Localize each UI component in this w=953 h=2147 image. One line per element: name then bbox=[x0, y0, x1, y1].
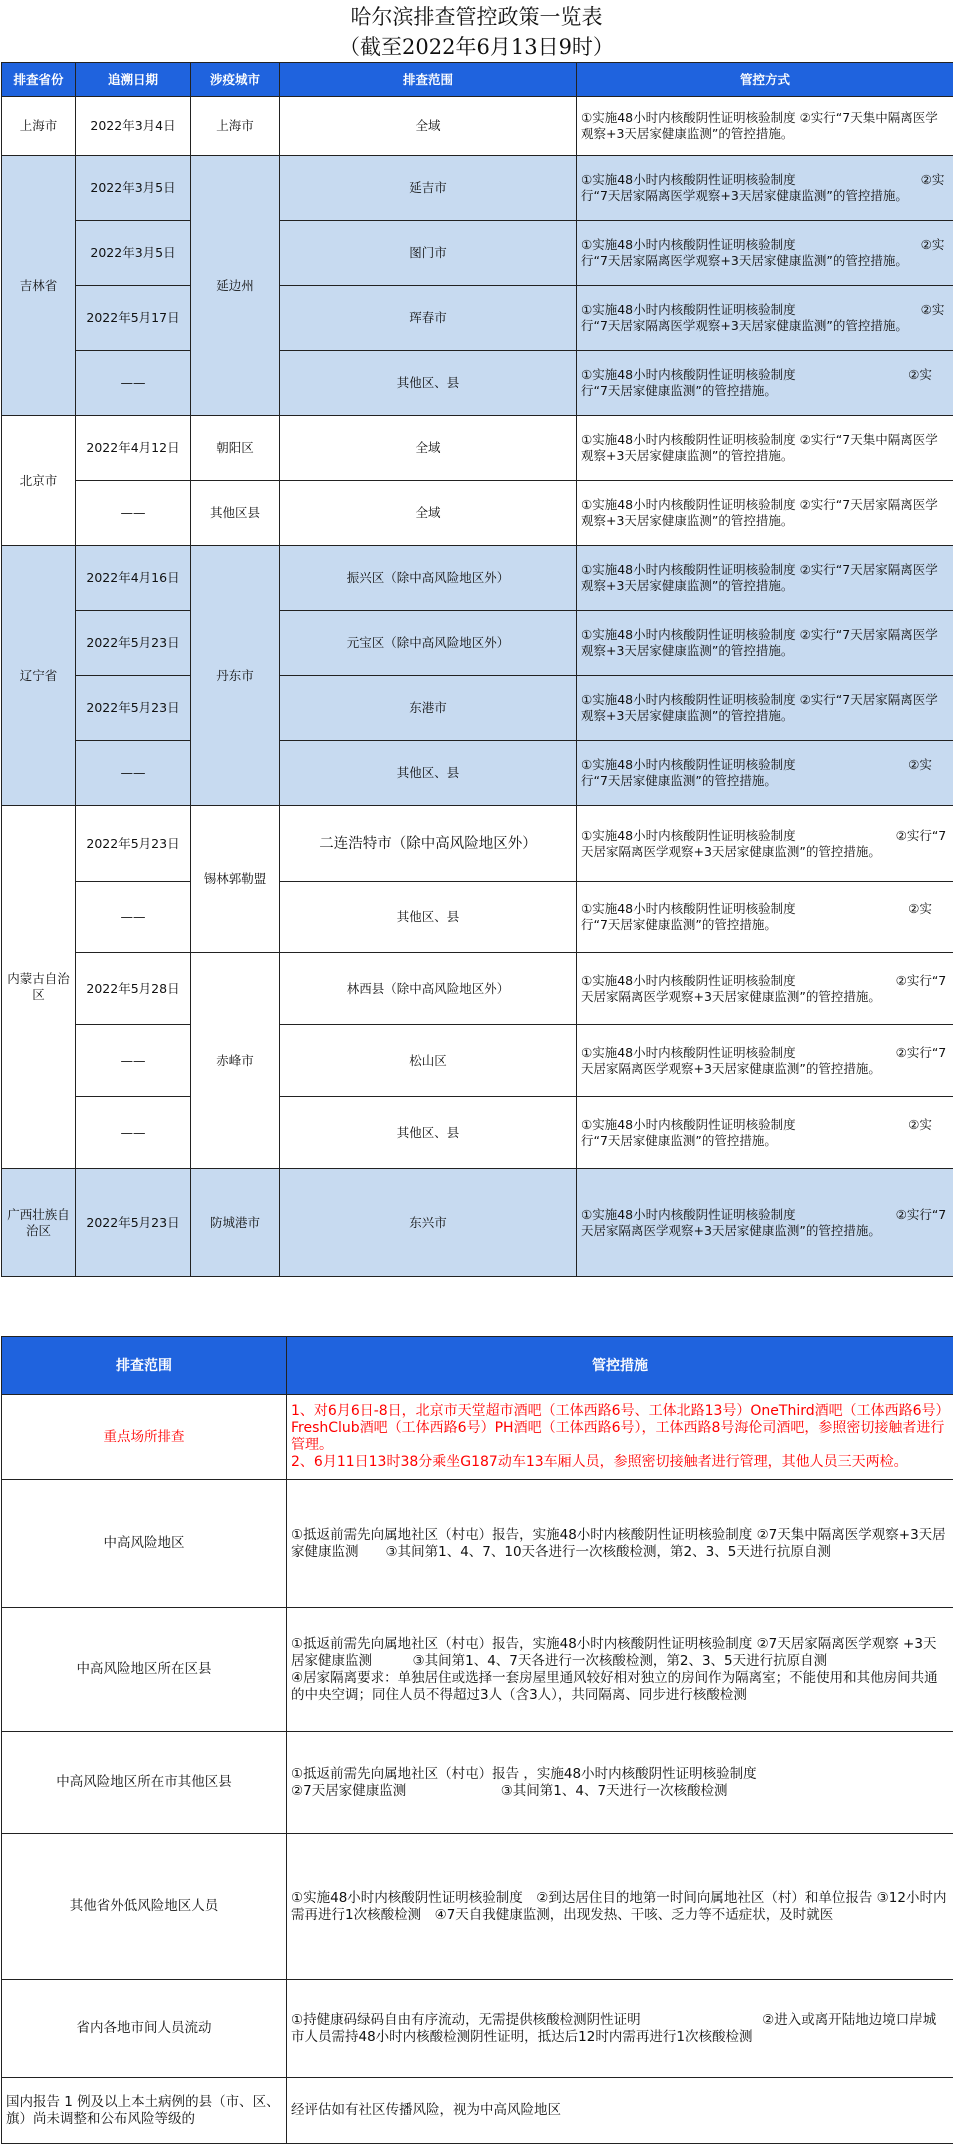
scope-cell: 中高风险地区 bbox=[2, 1480, 287, 1608]
date-cell: 2022年5月23日 bbox=[76, 1169, 191, 1277]
city-cell: 防城港市 bbox=[191, 1169, 280, 1277]
scope-cell: 全域 bbox=[280, 481, 577, 546]
date-cell: 2022年3月5日 bbox=[76, 156, 191, 221]
page-title: 哈尔滨排查管控政策一览表 bbox=[350, 5, 603, 29]
table-header-row bbox=[2, 1337, 953, 1395]
date-cell: 2022年3月4日 bbox=[76, 97, 191, 156]
measure-cell: ①实施48小时内核酸阴性证明核验制度 ②实行“7天居家隔离医学观察+3天居家健康监测”的管控措施。 bbox=[577, 546, 953, 611]
measure-cell: ①实施48小时内核酸阴性证明核验制度 ②实行“7天居家健康监测”的管控措施。 bbox=[577, 741, 953, 806]
date-cell: 2022年5月23日 bbox=[76, 611, 191, 676]
measure-cell: ①持健康码绿码自由有序流动，无需提供核酸检测阴性证明 ②进入或离开陆地边境口岸城市人员需持48小时内核酸检测阴性证明，抵达后12时内需再进行1次核酸检测 bbox=[287, 1980, 953, 2078]
province-cell: 吉林省 bbox=[2, 156, 76, 416]
measure-cell: ①实施48小时内核酸阴性证明核验制度 ②实行“7天居家隔离医学观察+3天居家健康监测”的管控措施。 bbox=[577, 481, 953, 546]
measure-cell: ①实施48小时内核酸阴性证明核验制度 ②实行“7天居家隔离医学观察+3天居家健康监测”的管控措施。 bbox=[577, 1169, 953, 1277]
date-cell: 2022年4月12日 bbox=[76, 416, 191, 481]
date-cell: —— bbox=[76, 741, 191, 806]
city-cell: 锡林郭勒盟 bbox=[191, 806, 280, 953]
date-cell: —— bbox=[76, 1025, 191, 1097]
measure-cell: ①实施48小时内核酸阴性证明核验制度 ②实行“7天集中隔离医学观察+3天居家健康监测”的管控措施。 bbox=[577, 97, 953, 156]
date-cell: 2022年5月23日 bbox=[76, 806, 191, 882]
page-subtitle: （截至2022年6月13日9时） bbox=[339, 35, 614, 59]
city-cell: 丹东市 bbox=[191, 546, 280, 806]
scope-cell: 延吉市 bbox=[280, 156, 577, 221]
header-province: 排查省份 bbox=[2, 63, 76, 97]
province-cell: 辽宁省 bbox=[2, 546, 76, 806]
table-row bbox=[2, 1395, 953, 1480]
scope-cell: 中高风险地区所在区县 bbox=[2, 1608, 287, 1732]
scope-cell: 振兴区（除中高风险地区外） bbox=[280, 546, 577, 611]
measure-cell: ①实施48小时内核酸阴性证明核验制度 ②实行“7天居家健康监测”的管控措施。 bbox=[577, 351, 953, 416]
measures-table bbox=[1, 1336, 953, 2144]
scope-cell: 全域 bbox=[280, 97, 577, 156]
table-row bbox=[2, 676, 953, 741]
table-row bbox=[2, 1480, 953, 1608]
scope-cell: 林西县（除中高风险地区外） bbox=[280, 953, 577, 1025]
scope-cell: 元宝区（除中高风险地区外） bbox=[280, 611, 577, 676]
measure-cell: ①实施48小时内核酸阴性证明核验制度 ②实行“7天居家隔离医学观察+3天居家健康监测”的管控措施。 bbox=[577, 953, 953, 1025]
table-row bbox=[2, 882, 953, 953]
header-measure: 管控方式 bbox=[577, 63, 953, 97]
table-row bbox=[2, 1169, 953, 1277]
header-date: 追溯日期 bbox=[76, 63, 191, 97]
scope-cell: 省内各地市间人员流动 bbox=[2, 1980, 287, 2078]
table-row bbox=[2, 156, 953, 221]
table-row bbox=[2, 416, 953, 481]
table-row bbox=[2, 611, 953, 676]
measure-cell: ①实施48小时内核酸阴性证明核验制度 ②到达居住目的地第一时间向属地社区（村）和单位报告 ③12小时内需再进行1次核酸检测 ④7天自我健康监测，出现发热、干咳、乏力等不适症状，及时就医 bbox=[287, 1834, 953, 1980]
scope-cell: 重点场所排查 bbox=[2, 1395, 287, 1480]
measure-cell: ①实施48小时内核酸阴性证明核验制度 ②实行“7天集中隔离医学观察+3天居家健康监测”的管控措施。 bbox=[577, 416, 953, 481]
measure-cell: ①抵返前需先向属地社区（村屯）报告，实施48小时内核酸阴性证明核验制度 ②7天居家隔离医学观察 +3天居家健康监测 ③其间第1、4、7天各进行一次核酸检测，第2、3、5天进行抗原自测 ④居家隔离要求：单独居住或选择一套房屋里通风较好相对独立的房间作为隔离室；不能使用和其他房间共通的中央空调；同住人员不得超过3人（含3人），共同隔离、同步进行核酸检测 bbox=[287, 1608, 953, 1732]
table-row bbox=[2, 351, 953, 416]
scope-cell: 其他省外低风险地区人员 bbox=[2, 1834, 287, 1980]
scope-cell: 其他区、县 bbox=[280, 741, 577, 806]
date-cell: 2022年5月23日 bbox=[76, 676, 191, 741]
measure-cell: 经评估如有社区传播风险，视为中高风险地区 bbox=[287, 2078, 953, 2144]
city-cell: 延边州 bbox=[191, 156, 280, 416]
date-cell: 2022年5月17日 bbox=[76, 286, 191, 351]
province-cell: 上海市 bbox=[2, 97, 76, 156]
table-row bbox=[2, 1025, 953, 1097]
table-row bbox=[2, 1097, 953, 1169]
table-row bbox=[2, 1732, 953, 1834]
table-row bbox=[2, 1834, 953, 1980]
table-row bbox=[2, 2078, 953, 2144]
scope-cell: 中高风险地区所在市其他区县 bbox=[2, 1732, 287, 1834]
scope-cell: 全域 bbox=[280, 416, 577, 481]
scope-cell: 松山区 bbox=[280, 1025, 577, 1097]
scope-cell: 珲春市 bbox=[280, 286, 577, 351]
header-scope: 排查范围 bbox=[2, 1337, 287, 1395]
scope-cell: 国内报告 1 例及以上本土病例的县（市、区、旗）尚未调整和公布风险等级的 bbox=[2, 2078, 287, 2144]
city-cell: 其他区县 bbox=[191, 481, 280, 546]
header-city: 涉疫城市 bbox=[191, 63, 280, 97]
header-measure: 管控措施 bbox=[287, 1337, 953, 1395]
table-row bbox=[2, 286, 953, 351]
table-row bbox=[2, 953, 953, 1025]
scope-cell: 其他区、县 bbox=[280, 882, 577, 953]
scope-cell: 东港市 bbox=[280, 676, 577, 741]
scope-cell: 二连浩特市（除中高风险地区外） bbox=[280, 806, 577, 882]
table-row bbox=[2, 1608, 953, 1732]
measure-cell: ①抵返前需先向属地社区（村屯）报告，实施48小时内核酸阴性证明核验制度 ②7天集中隔离医学观察+3天居家健康监测 ③其间第1、4、7、10天各进行一次核酸检测，第2、3、5天进行抗原自测 bbox=[287, 1480, 953, 1608]
table-row bbox=[2, 546, 953, 611]
table-row bbox=[2, 481, 953, 546]
date-cell: —— bbox=[76, 882, 191, 953]
measure-cell: ①实施48小时内核酸阴性证明核验制度 ②实行“7天居家隔离医学观察+3天居家健康监测”的管控措施。 bbox=[577, 611, 953, 676]
measure-cell: ①实施48小时内核酸阴性证明核验制度 ②实行“7天居家隔离医学观察+3天居家健康监测”的管控措施。 bbox=[577, 806, 953, 882]
measure-cell: ①抵返前需先向属地社区（村屯）报告 ，实施48小时内核酸阴性证明核验制度 ②7天居家健康监测 ③其间第1、4、7天进行一次核酸检测 bbox=[287, 1732, 953, 1834]
table-row bbox=[2, 97, 953, 156]
policy-table bbox=[1, 62, 953, 1277]
province-cell: 北京市 bbox=[2, 416, 76, 546]
scope-cell: 图门市 bbox=[280, 221, 577, 286]
scope-cell: 其他区、县 bbox=[280, 351, 577, 416]
table-row bbox=[2, 221, 953, 286]
date-cell: —— bbox=[76, 351, 191, 416]
measure-cell: ①实施48小时内核酸阴性证明核验制度 ②实行“7天居家隔离医学观察+3天居家健康监测”的管控措施。 bbox=[577, 156, 953, 221]
province-cell: 广西壮族自治区 bbox=[2, 1169, 76, 1277]
date-cell: 2022年4月16日 bbox=[76, 546, 191, 611]
measure-cell: ①实施48小时内核酸阴性证明核验制度 ②实行“7天居家隔离医学观察+3天居家健康监测”的管控措施。 bbox=[577, 1025, 953, 1097]
date-cell: 2022年5月28日 bbox=[76, 953, 191, 1025]
measure-cell: ①实施48小时内核酸阴性证明核验制度 ②实行“7天居家健康监测”的管控措施。 bbox=[577, 1097, 953, 1169]
city-cell: 朝阳区 bbox=[191, 416, 280, 481]
scope-cell: 东兴市 bbox=[280, 1169, 577, 1277]
province-cell: 内蒙古自治区 bbox=[2, 806, 76, 1169]
table-row bbox=[2, 806, 953, 882]
scope-cell: 其他区、县 bbox=[280, 1097, 577, 1169]
measure-cell: ①实施48小时内核酸阴性证明核验制度 ②实行“7天居家隔离医学观察+3天居家健康监测”的管控措施。 bbox=[577, 676, 953, 741]
measure-cell: ①实施48小时内核酸阴性证明核验制度 ②实行“7天居家隔离医学观察+3天居家健康监测”的管控措施。 bbox=[577, 286, 953, 351]
table-row bbox=[2, 1980, 953, 2078]
header-scope: 排查范围 bbox=[280, 63, 577, 97]
city-cell: 上海市 bbox=[191, 97, 280, 156]
date-cell: 2022年3月5日 bbox=[76, 221, 191, 286]
table-header-row bbox=[2, 63, 953, 97]
measure-cell: ①实施48小时内核酸阴性证明核验制度 ②实行“7天居家隔离医学观察+3天居家健康监测”的管控措施。 bbox=[577, 221, 953, 286]
city-cell: 赤峰市 bbox=[191, 953, 280, 1169]
measure-cell: ①实施48小时内核酸阴性证明核验制度 ②实行“7天居家健康监测”的管控措施。 bbox=[577, 882, 953, 953]
date-cell: —— bbox=[76, 481, 191, 546]
table-row bbox=[2, 741, 953, 806]
date-cell: —— bbox=[76, 1097, 191, 1169]
measure-cell: 1、对6月6日-8日，北京市天堂超市酒吧（工体西路6号、工体北路13号）OneThird酒吧（工体西路6号）FreshClub酒吧（工体西路6号）PH酒吧（工体西路6号），工体西路8号海伦司酒吧，参照密切接触者进行管理。 2、6月11日13时38分乘坐G187动车13车厢人员，参照密切接触者进行管理，其他人员三天两检。 bbox=[287, 1395, 953, 1480]
